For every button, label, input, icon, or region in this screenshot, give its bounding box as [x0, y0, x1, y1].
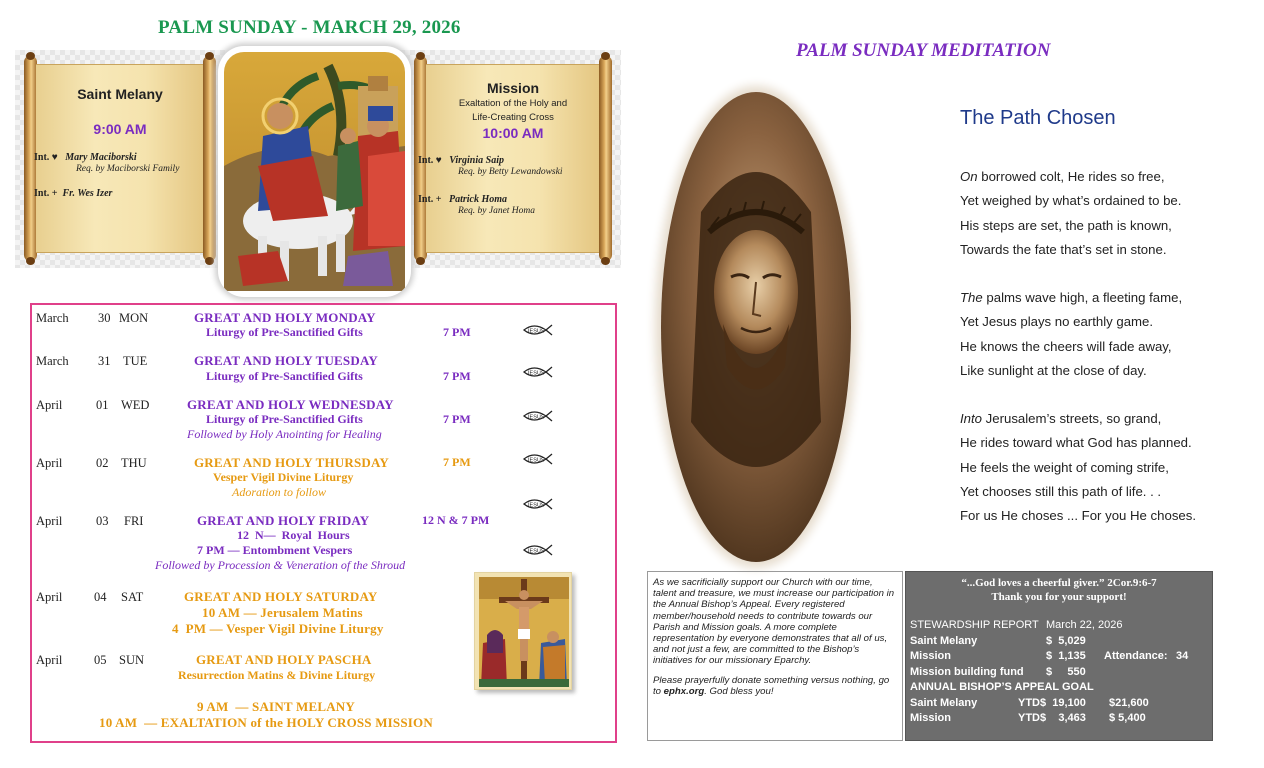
- schedule-event-line: 4 PM — Vesper Vigil Divine Liturgy: [172, 621, 384, 636]
- palm-sunday-icon: [218, 46, 411, 297]
- fish-icon: [522, 323, 554, 342]
- schedule-day: 30: [98, 311, 111, 325]
- page-title: PALM SUNDAY - MARCH 29, 2026: [158, 17, 461, 38]
- poem-stanza: [960, 407, 1196, 528]
- saint-melany-amount: $ 5,029: [1046, 635, 1086, 647]
- fish-icon: [522, 452, 554, 471]
- poem-line: Yet weighed by what’s ordained to be.: [960, 193, 1182, 209]
- building-fund-amount: $ 550: [1046, 666, 1086, 678]
- schedule-event-line: 12 N— Royal Hours: [237, 528, 350, 542]
- schedule-weekday: FRI: [124, 514, 144, 528]
- schedule-event-line: Liturgy of Pre-Sanctified Gifts: [206, 412, 363, 426]
- schedule-weekday: WED: [121, 398, 150, 412]
- svg-text:IESUS: IESUS: [528, 328, 545, 335]
- attendance-label: Attendance:: [1104, 650, 1168, 662]
- schedule-event-note: Adoration to follow: [232, 485, 327, 499]
- stewardship-report: [905, 571, 1213, 741]
- fish-icon: [522, 365, 554, 384]
- svg-text:IESUS: IESUS: [528, 370, 545, 377]
- poem-stanza: [960, 165, 1181, 262]
- svg-text:IESUS: IESUS: [528, 548, 545, 555]
- right-scroll-subtitle: Life-Creating Cross: [472, 112, 554, 123]
- schedule-event-time: 7 PM: [443, 325, 471, 339]
- intention-line: Int. ♥ Mary Maciborski: [34, 152, 137, 163]
- intention-request: Req. by Janet Homa: [458, 206, 536, 216]
- schedule-day: 02: [96, 456, 109, 470]
- schedule-month: April: [36, 590, 63, 604]
- appeal-paragraph: Please prayerfully donate something versus nothing, go to ephx.org. God bless you!: [653, 674, 890, 697]
- poem-line: On borrowed colt, He rides so free,: [960, 169, 1165, 184]
- intention-line: Int. + Fr. Wes Izer: [34, 188, 113, 199]
- schedule-event-line: Vesper Vigil Divine Liturgy: [213, 470, 354, 484]
- schedule-event-time: 12 N & 7 PM: [422, 513, 490, 527]
- poem-line: For us He choses ... For you He choses.: [960, 508, 1197, 524]
- report-label: STEWARDSHIP REPORT: [910, 619, 1039, 631]
- svg-text:IESUS: IESUS: [528, 457, 545, 464]
- goal-row-ytd: YTD$ 3,463: [1018, 712, 1086, 724]
- poem-line: He rides toward what God has planned.: [960, 435, 1192, 451]
- attendance-value: 34: [1176, 650, 1189, 662]
- svg-text:IESUS: IESUS: [528, 502, 545, 509]
- mission-label: Mission: [910, 650, 951, 662]
- schedule-event-line: Resurrection Matins & Divine Liturgy: [178, 668, 376, 682]
- schedule-day: 04: [94, 590, 107, 604]
- left-scroll: [18, 56, 218, 261]
- building-fund-label: Mission building fund: [910, 666, 1024, 678]
- poem-line: Towards the fate that’s set in stone.: [960, 241, 1167, 257]
- poem-line: Into Jerusalem’s streets, so grand,: [960, 411, 1162, 426]
- schedule-month: April: [36, 653, 63, 667]
- schedule-event-title: GREAT AND HOLY THURSDAY: [194, 455, 389, 470]
- fish-icon: [522, 409, 554, 428]
- left-scroll-title: Saint Melany: [77, 86, 163, 102]
- schedule-month: March: [36, 354, 69, 368]
- schedule-weekday: SUN: [119, 653, 145, 667]
- ephx-link[interactable]: ephx.org: [663, 685, 705, 697]
- schedule-event-title: GREAT AND HOLY SATURDAY: [184, 589, 378, 604]
- christ-portrait: [661, 92, 851, 562]
- svg-text:IESUS: IESUS: [528, 414, 545, 421]
- schedule-footer: 10 AM — EXALTATION of the HOLY CROSS MISSION: [99, 715, 433, 730]
- goal-row-goal: $21,600: [1109, 697, 1149, 709]
- mission-amount: $ 1,135: [1046, 650, 1086, 662]
- goal-row-label: Saint Melany: [910, 697, 978, 709]
- intention-request: Req. by Maciborski Family: [76, 164, 180, 174]
- schedule-day: 31: [98, 354, 111, 368]
- schedule-event-time: 7 PM: [443, 369, 471, 383]
- saint-melany-label: Saint Melany: [910, 635, 978, 647]
- schedule-event-time: 7 PM: [443, 412, 471, 426]
- poem-title: The Path Chosen: [960, 107, 1116, 129]
- schedule-event-note: Followed by Procession & Veneration of the Shroud: [155, 558, 406, 572]
- report-date: March 22, 2026: [1046, 619, 1123, 631]
- poem-line: Yet chooses still this path of life. . .: [960, 483, 1162, 499]
- schedule-day: 01: [96, 398, 109, 412]
- schedule-day: 03: [96, 514, 109, 528]
- crucifixion-icon: [474, 572, 572, 690]
- schedule-month: April: [36, 398, 63, 412]
- schedule-weekday: SAT: [121, 590, 144, 604]
- schedule-event-title: GREAT AND HOLY WEDNESDAY: [187, 397, 394, 412]
- poem-line: Yet Jesus plays no earthly game.: [960, 314, 1154, 330]
- schedule-event-line: 10 AM — Jerusalem Matins: [202, 605, 363, 620]
- schedule-event-time: 7 PM: [443, 455, 471, 469]
- right-scroll-subtitle: Exaltation of the Holy and: [458, 98, 568, 109]
- poem-line: His steps are set, the path is known,: [960, 217, 1172, 233]
- goal-row-label: Mission: [910, 712, 951, 724]
- intention-line: Int. + Patrick Homa: [418, 194, 508, 205]
- stewardship-thanks: Thank you for your support!: [991, 591, 1127, 603]
- schedule-footer: 9 AM — SAINT MELANY: [197, 699, 355, 714]
- meditation-heading: PALM SUNDAY MEDITATION: [796, 40, 1051, 61]
- schedule-month: April: [36, 514, 63, 528]
- appeal-goal-label: ANNUAL BISHOP’S APPEAL GOAL: [910, 681, 1094, 693]
- schedule-day: 05: [94, 653, 107, 667]
- intention-line: Int. ♥ Virginia Saip: [418, 155, 504, 166]
- schedule-weekday: THU: [121, 456, 147, 470]
- poem-line: Like sunlight at the close of day.: [960, 362, 1147, 378]
- schedule-weekday: MON: [119, 311, 149, 325]
- right-scroll-time: 10:00 AM: [482, 125, 544, 141]
- poem-line: The palms wave high, a fleeting fame,: [960, 290, 1183, 305]
- left-scroll-time: 9:00 AM: [93, 121, 147, 137]
- schedule-month: April: [36, 456, 63, 470]
- right-scroll-title: Mission: [486, 80, 540, 96]
- right-scroll: [410, 56, 620, 261]
- bishops-appeal-note: [647, 571, 903, 741]
- stewardship-quote: “...God loves a cheerful giver.” 2Cor.9:6-7: [961, 577, 1157, 589]
- goal-row-ytd: YTD$ 19,100: [1018, 697, 1086, 709]
- schedule-event-line: 7 PM — Entombment Vespers: [197, 543, 353, 557]
- intention-request: Req. by Betty Lewandowski: [458, 167, 563, 177]
- fish-icon: [522, 543, 554, 562]
- schedule-event-title: GREAT AND HOLY TUESDAY: [194, 353, 378, 368]
- poem-line: He feels the weight of coming strife,: [960, 459, 1169, 475]
- schedule-event-line: Liturgy of Pre-Sanctified Gifts: [206, 369, 363, 383]
- schedule-event-title: GREAT AND HOLY PASCHA: [196, 652, 372, 667]
- poem-stanza: [960, 286, 1182, 383]
- appeal-paragraph: As we sacrificially support our Church with our time, talent and treasure, we must increase our participation in the Annual Bishop’s Appeal. Every registered member/household needs to contribute towards our Parish and Mission goals. A more complete representation by everyone demonstrates that all of us, and not just a few, are committed to the Bishop’s initiatives for our missionary Eparchy.: [653, 577, 895, 667]
- schedule-month: March: [36, 311, 69, 325]
- schedule-weekday: TUE: [123, 354, 148, 368]
- goal-row-goal: $ 5,400: [1109, 712, 1146, 724]
- poem-line: He knows the cheers will fade away,: [960, 338, 1172, 354]
- schedule-event-note: Followed by Holy Anointing for Healing: [187, 427, 382, 441]
- schedule-event-title: GREAT AND HOLY FRIDAY: [197, 513, 370, 528]
- schedule-event-line: Liturgy of Pre-Sanctified Gifts: [206, 325, 363, 339]
- schedule-event-title: GREAT AND HOLY MONDAY: [194, 310, 376, 325]
- fish-icon: [522, 497, 554, 516]
